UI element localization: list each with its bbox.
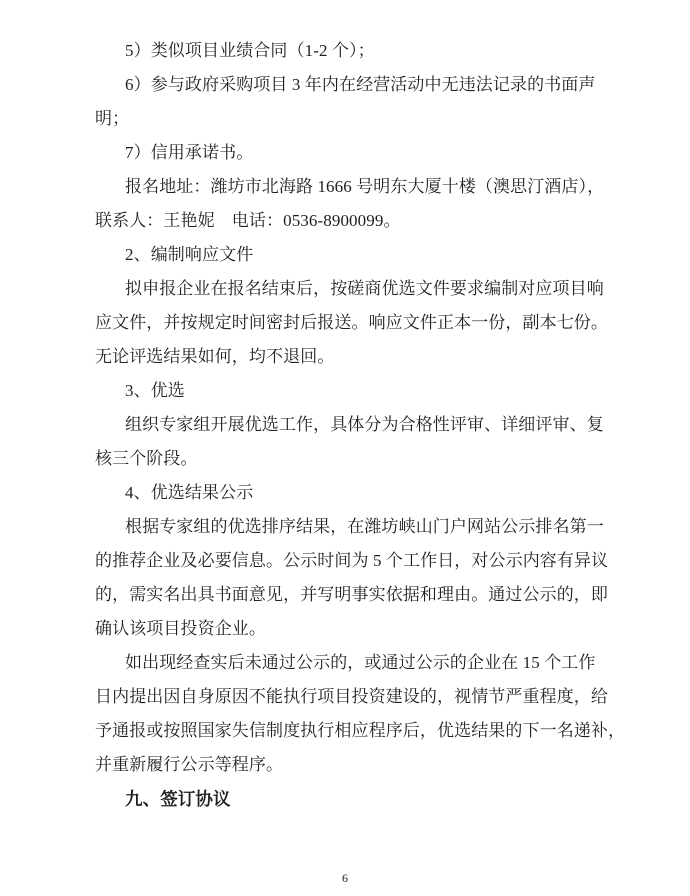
text-line: 并重新履行公示等程序。 — [95, 755, 284, 774]
text-line-contact-phone: 联系人：王艳妮 电话：0536-8900099。 — [95, 211, 401, 230]
text-line: 予通报或按照国家失信制度执行相应程序后，优选结果的下一名递补， — [95, 721, 626, 740]
text-line: 组织专家组开展优选工作，具体分为合格性评审、详细评审、复 — [125, 415, 604, 434]
text-line: 日内提出因自身原因不能执行项目投资建设的，视情节严重程度，给 — [95, 687, 608, 706]
subsection-heading-selection: 3、优选 — [125, 381, 185, 400]
text-line: 如出现经查实后未通过公示的，或通过公示的企业在 15 个工作 — [125, 653, 596, 672]
text-line: 的，需实名出具书面意见，并写明事实依据和理由。通过公示的，即 — [95, 585, 608, 604]
subsection-heading-prepare-response: 2、编制响应文件 — [125, 245, 254, 264]
text-line-registration-address: 报名地址：潍坊市北海路 1666 号明东大厦十楼（澳思汀酒店）， — [125, 177, 605, 196]
page-number: 6 — [342, 871, 348, 885]
text-line: 确认该项目投资企业。 — [95, 619, 266, 638]
subsection-heading-result-publicity: 4、优选结果公示 — [125, 483, 254, 502]
text-line: 核三个阶段。 — [95, 449, 198, 468]
text-line: 7）信用承诺书。 — [125, 143, 254, 162]
text-line: 5）类似项目业绩合同（1-2 个）； — [125, 41, 375, 60]
text-line: 6）参与政府采购项目 3 年内在经营活动中无违法记录的书面声 — [125, 75, 596, 94]
document-body-text — [95, 34, 626, 816]
section-heading-sign-agreement: 九、签订协议 — [125, 789, 231, 809]
text-line: 拟申报企业在报名结束后，按磋商优选文件要求编制对应项目响 — [125, 279, 604, 298]
text-line: 应文件，并按规定时间密封后报送。响应文件正本一份，副本七份。 — [95, 313, 608, 332]
text-line: 明； — [95, 109, 130, 128]
text-line: 根据专家组的优选排序结果，在潍坊峡山门户网站公示排名第一 — [125, 517, 604, 536]
text-line: 的推荐企业及必要信息。公示时间为 5 个工作日，对公示内容有异议 — [95, 551, 609, 570]
text-line: 无论评选结果如何，均不退回。 — [95, 347, 335, 366]
